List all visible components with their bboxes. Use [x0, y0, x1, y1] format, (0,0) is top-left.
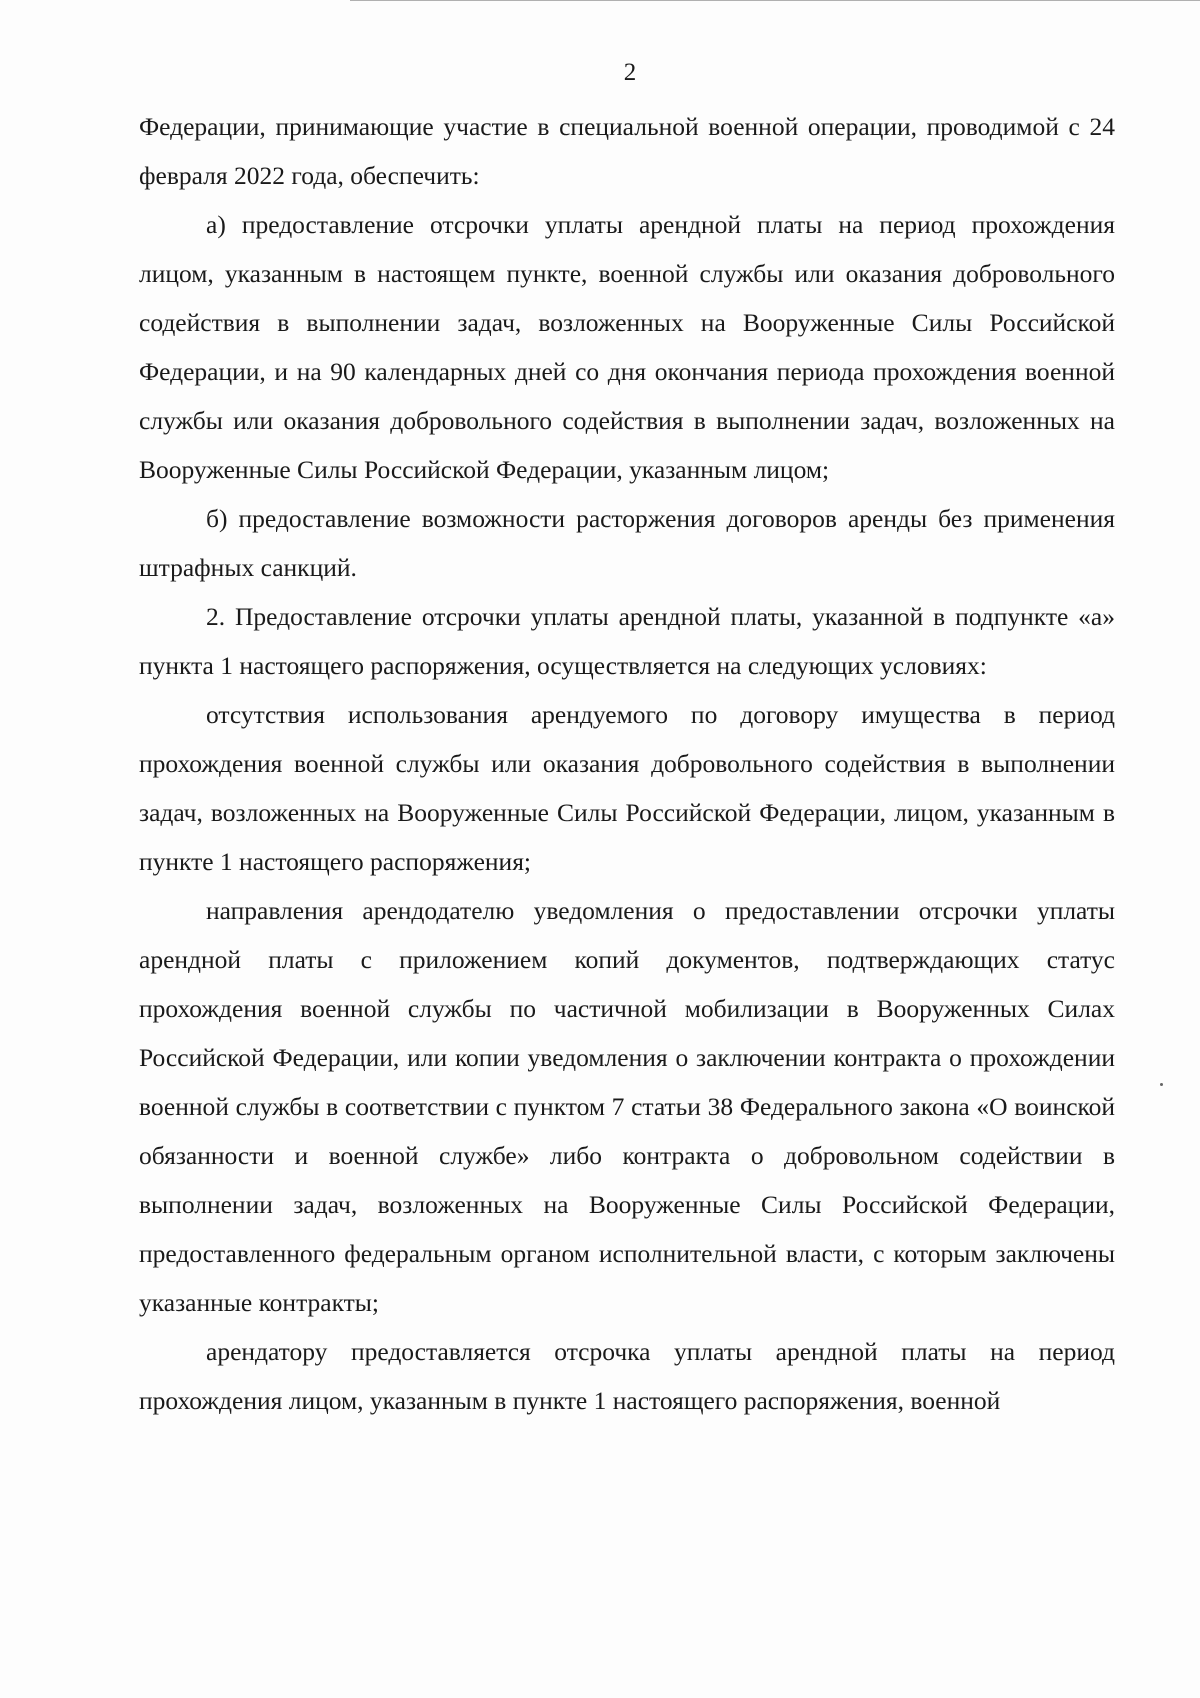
paragraph-continuation: Федерации, принимающие участие в специальной военной операции, проводимой с 24 февраля 2022 года, обеспечить:	[139, 112, 1115, 190]
scan-speck	[1160, 1083, 1163, 1086]
document-body	[139, 102, 1115, 1425]
page-number: 2	[623, 59, 637, 86]
paragraph-subpoint-a: а) предоставление отсрочки уплаты арендной платы на период прохождения лицом, указанным в настоящем пункте, военной службы или оказания добровольного содействия в выполнении задач, возложенных на Вооруженные Силы Российской Федерации, и на 90 календарных дней со дня окончания периода прохождения военной службы или оказания добровольного содействия в выполнении задач, возложенных на Вооруженные Силы Российской Федерации, указанным лицом;	[139, 210, 1115, 484]
paragraph-point-2: 2. Предоставление отсрочки уплаты арендной платы, указанной в подпункте «а» пункта 1 настоящего распоряжения, осуществляется на следующих условиях:	[139, 602, 1115, 680]
paragraph-condition-notification: направления арендодателю уведомления о предоставлении отсрочки уплаты арендной платы с приложением копий документов, подтверждающих статус прохождения военной службы по частичной мобилизации в Вооруженных Силах Российской Федерации, или копии уведомления о заключении контракта о прохождении военной службы в соответствии с пунктом 7 статьи 38 Федерального закона «О воинской обязанности и военной службе» либо контракта о добровольном содействии в выполнении задач, возложенных на Вооруженные Силы Российской Федерации, предоставленного федеральным органом исполнительной власти, с которым заключены указанные контракты;	[139, 896, 1115, 1317]
paragraph-condition-absence: отсутствия использования арендуемого по договору имущества в период прохождения военной службы или оказания добровольного содействия в выполнении задач, возложенных на Вооруженные Силы Российской Федерации, лицом, указанным в пункте 1 настоящего распоряжения;	[139, 700, 1115, 876]
paragraph-deferral-granted: арендатору предоставляется отсрочка уплаты арендной платы на период прохождения лицом, указанным в пункте 1 настоящего распоряжения, военной	[139, 1337, 1115, 1415]
paragraph-subpoint-b: б) предоставление возможности расторжения договоров аренды без применения штрафных санкций.	[139, 504, 1115, 582]
scan-edge-line	[350, 0, 1200, 1]
